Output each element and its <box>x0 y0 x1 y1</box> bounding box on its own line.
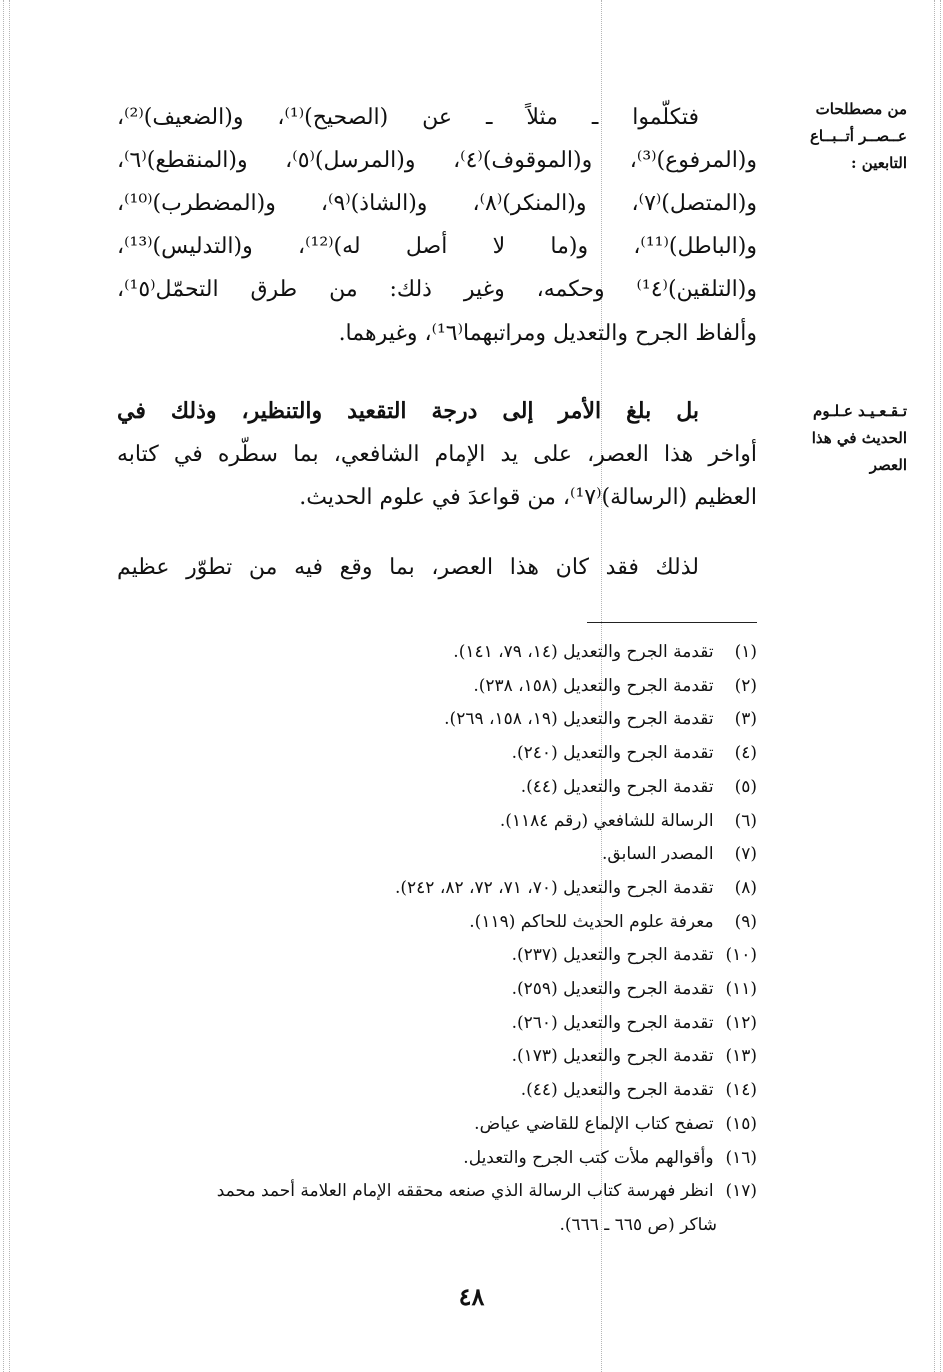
footnote-text: وأقوالهم ملأت كتب الجرح والتعديل. <box>463 1147 714 1168</box>
footnote-text: تقدمة الجرح والتعديل (١٩، ١٥٨، ٢٦٩). <box>444 709 714 730</box>
footnote-number: (١٧) <box>725 1181 757 1202</box>
footnote-text: تقدمة الجرح والتعديل (٤٤). <box>520 1080 714 1101</box>
footnote-number: (٦) <box>734 810 757 831</box>
side-note-line: عــصــر أتــبــاع <box>809 127 907 145</box>
paragraph-codification <box>117 390 757 519</box>
footnote-text: تقدمة الجرح والتعديل (١٧٣). <box>511 1046 714 1067</box>
footnote-number: (٧) <box>734 844 757 865</box>
footnote-item <box>117 670 757 704</box>
footnote-number: (٩) <box>734 911 757 932</box>
footnote-item <box>117 906 757 940</box>
footnote-number: (١٦) <box>725 1147 757 1168</box>
footnote-item <box>117 838 757 872</box>
footnote-item <box>117 872 757 906</box>
paragraph-line: بل بلغ الأمر إلى درجة التقعيد والتنظير، وذلك في <box>117 398 699 424</box>
paragraph-line: و(التلقين)⁽¹٤⁾ وحكمه، وغير ذلك: من طرق التحمّل⁽¹٥⁾، <box>117 277 757 303</box>
scan-edge-right-1 <box>934 0 935 1372</box>
scan-edge-left-2 <box>9 0 10 1372</box>
footnote-item <box>117 939 757 973</box>
footnote-text: تقدمة الجرح والتعديل (٢٣٧). <box>511 945 714 966</box>
footnote-item <box>117 973 757 1007</box>
footnotes <box>117 636 757 1243</box>
footnote-divider <box>587 622 757 623</box>
footnote-number: (١٥) <box>725 1113 757 1134</box>
footnote-text: تقدمة الجرح والتعديل (١٥٨، ٢٣٨). <box>473 675 714 696</box>
paragraph-line: لذلك فقد كان هذا العصر، بما وقع فيه من تطوّر عظيم <box>117 555 699 580</box>
footnote-number: (١٢) <box>725 1012 757 1033</box>
footnote-item <box>117 1175 757 1242</box>
scan-edge-right-2 <box>940 0 941 1372</box>
footnote-text: الرسالة للشافعي (رقم ١١٨٤). <box>499 810 714 831</box>
footnote-text: تقدمة الجرح والتعديل (١٤، ٧٩، ١٤١). <box>453 642 714 662</box>
page-number: ٤٨ <box>458 1282 485 1311</box>
footnote-number: (٣) <box>734 709 757 730</box>
footnote-text: معرفة علوم الحديث للحاكم (١١٩). <box>469 911 714 932</box>
footnote-number: (٢) <box>734 675 757 696</box>
footnote-text: تقدمة الجرح والتعديل (٢٦٠). <box>511 1012 714 1033</box>
footnote-number: (١) <box>734 642 757 662</box>
paragraph-line: فتكلّموا ـ مثلاً ـ عن (الصحيح)⁽¹⁾، و(الضعيف)⁽²⁾، <box>117 105 700 130</box>
paragraph-line: و(الباطل)⁽¹¹⁾، و(ما لا أصل له)⁽¹²⁾، و(التدليس)⁽¹³⁾، <box>117 234 757 260</box>
footnote-text: تقدمة الجرح والتعديل (٤٤). <box>520 776 714 797</box>
footnote-item <box>117 636 757 670</box>
side-note-terms <box>777 96 907 177</box>
footnote-number: (٨) <box>734 877 757 898</box>
footnote-item <box>117 1007 757 1041</box>
footnote-text: تقدمة الجرح والتعديل (٢٥٩). <box>511 979 714 1000</box>
footnote-text: تصفح كتاب الإلماع للقاضي عياض. <box>474 1113 714 1134</box>
footnote-item <box>117 1142 757 1176</box>
paragraph-terms <box>117 96 757 355</box>
footnote-text: المصدر السابق. <box>602 844 714 865</box>
paragraph-line: أواخر هذا العصر، على يد الإمام الشافعي، بما سطّره في كتابه <box>117 442 757 468</box>
footnote-item <box>117 703 757 737</box>
paragraph-line: العظيم (الرسالة)⁽¹٧⁾، من قواعدَ في علوم الحديث. <box>299 485 757 511</box>
footnote-text: انظر فهرسة كتاب الرسالة الذي صنعه محققه الإمام العلامة أحمد محمد <box>216 1181 714 1202</box>
side-note-line: العصر <box>869 456 907 474</box>
footnote-number: (٥) <box>734 776 757 797</box>
footnote-item <box>117 771 757 805</box>
footnote-number: (١٠) <box>725 945 757 966</box>
footnote-text: تقدمة الجرح والتعديل (٢٤٠). <box>511 743 714 764</box>
side-note-line: تـقـعـيـد عـلـوم <box>813 402 907 420</box>
paragraph-line: و(المرفوع)⁽³⁾، و(الموقوف)⁽٤⁾، و(المرسل)⁽٥⁾، و(المنقطع)⁽٦⁾، <box>117 148 758 174</box>
footnote-number: (١٣) <box>725 1046 757 1067</box>
footnote-number: (٤) <box>734 743 757 764</box>
footnote-continuation: شاكر (ص ٦٦٥ ـ ٦٦٦). <box>559 1214 717 1235</box>
footnote-text: تقدمة الجرح والتعديل (٧٠، ٧١، ٧٢، ٨٢، ٢٤٢). <box>394 877 714 898</box>
footnote-item <box>117 737 757 771</box>
footnote-number: (١٤) <box>725 1080 757 1101</box>
footnote-item <box>117 1074 757 1108</box>
scan-edge-left-1 <box>3 0 4 1372</box>
footnote-item <box>117 1040 757 1074</box>
paragraph-conclusion <box>117 546 757 589</box>
paragraph-line: و(المتصل)⁽٧⁾، و(المنكر)⁽٨⁾، و(الشاذ)⁽٩⁾، و(المضطرب)⁽¹⁰⁾، <box>117 191 758 217</box>
paragraph-line: وألفاظ الجرح والتعديل ومراتبهما⁽¹٦⁾، وغيرهما. <box>338 320 757 346</box>
footnote-item <box>117 1108 757 1142</box>
side-note-line: من مصطلحات <box>815 100 907 118</box>
footnote-item <box>117 805 757 839</box>
side-note-codification <box>777 398 907 479</box>
footnote-number: (١١) <box>725 979 757 1000</box>
side-note-line: الحديث في هذا <box>811 429 907 447</box>
side-note-line: التابعين : <box>851 154 907 172</box>
